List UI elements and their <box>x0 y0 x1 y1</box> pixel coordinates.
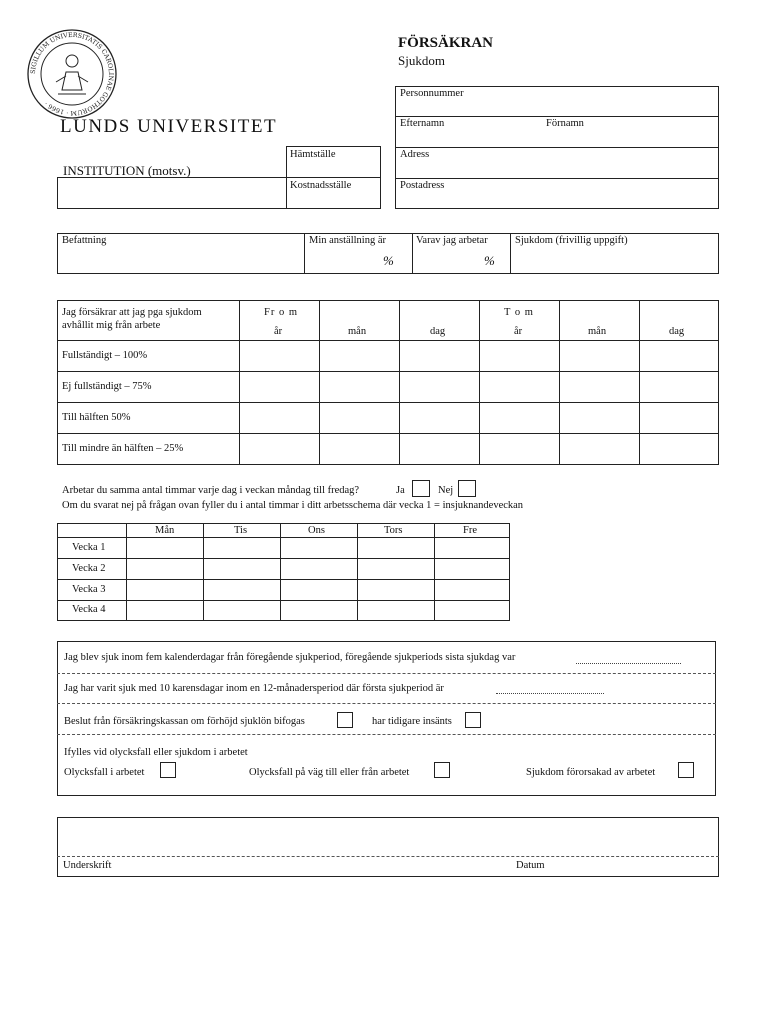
adress-field[interactable]: Adress <box>400 149 430 160</box>
institution-field[interactable] <box>57 177 287 209</box>
work-illness-label: Sjukdom förorsakad av arbetet <box>526 767 656 778</box>
karens-date-field[interactable] <box>496 693 604 694</box>
decision-attached-checkbox[interactable] <box>337 712 353 728</box>
personnummer-field[interactable]: Personnummer <box>400 88 464 99</box>
schedule-question: Arbetar du samma antal timmar varje dag i veckan måndag till fredag? <box>62 485 360 496</box>
tom-label: T o m <box>504 307 534 318</box>
signature-label: Underskrift <box>63 860 112 871</box>
week-4: Vecka 4 <box>72 604 106 615</box>
varav-field[interactable]: Varav jag arbetar <box>416 235 488 246</box>
postadress-field[interactable]: Postadress <box>400 180 445 191</box>
tom-day-label: dag <box>669 326 685 337</box>
university-name: LUNDS UNIVERSITET <box>60 116 278 137</box>
karens-question: Jag har varit sjuk med 10 karensdagar inom en 12-månadersperiod där första sjukperiod är <box>64 683 444 694</box>
absence-row-25: Till mindre än hälften – 25% <box>62 443 184 454</box>
tom-year-label: år <box>514 326 523 337</box>
svg-text:SIGILLUM UNIVERSITATIS CAROLIN <box>30 32 114 116</box>
absence-row-75: Ej fullständigt – 75% <box>62 381 152 392</box>
percent-sign-1: % <box>383 253 394 268</box>
day-thu: Tors <box>384 525 403 536</box>
commute-accident-checkbox[interactable] <box>434 762 450 778</box>
previously-sent-label: har tidigare insänts <box>372 716 452 727</box>
from-year-label: år <box>274 326 283 337</box>
institution-label: INSTITUTION (motsv.) <box>63 163 191 178</box>
nej-checkbox[interactable] <box>458 480 476 497</box>
schedule-instruction: Om du svarat nej på frågan ovan fyller du i antal timmar i ditt arbetsschema där vecka 1 = insjuknandeveckan <box>62 500 524 511</box>
signature-line[interactable] <box>57 856 719 857</box>
previously-sent-checkbox[interactable] <box>465 712 481 728</box>
work-accident-checkbox[interactable] <box>160 762 176 778</box>
week-3: Vecka 3 <box>72 584 106 595</box>
accident-heading: Ifylles vid olycksfall eller sjukdom i arbetet <box>64 747 248 758</box>
seal-icon <box>26 28 118 120</box>
form-subtitle: Sjukdom <box>398 53 445 68</box>
from-day-label: dag <box>430 326 446 337</box>
week-2: Vecka 2 <box>72 563 106 574</box>
absence-intro: Jag försäkrar att jag pga sjukdom avhållit mig från arbete <box>62 307 202 331</box>
kostnadsstalle-field[interactable]: Kostnadsställe <box>290 180 352 191</box>
sjukdom-field[interactable]: Sjukdom (frivillig uppgift) <box>515 235 628 246</box>
nej-label: Nej <box>438 485 454 496</box>
day-wed: Ons <box>308 525 325 536</box>
work-illness-checkbox[interactable] <box>678 762 694 778</box>
efternamn-field[interactable]: Efternamn <box>400 118 445 129</box>
form-title: FÖRSÄKRAN <box>398 35 494 51</box>
befattning-field[interactable]: Befattning <box>62 235 107 246</box>
absence-row-100: Fullständigt – 100% <box>62 350 148 361</box>
fornamn-field[interactable]: Förnamn <box>546 118 584 129</box>
anstallning-field[interactable]: Min anställning är <box>309 235 386 246</box>
week-1: Vecka 1 <box>72 542 106 553</box>
previous-sick-question: Jag blev sjuk inom fem kalenderdagar från föregående sjukperiod, föregående sjukperiods sista sjukdag var <box>64 652 516 663</box>
date-label: Datum <box>516 860 545 871</box>
percent-sign-2: % <box>484 253 495 268</box>
commute-accident-label: Olycksfall på väg till eller från arbetet <box>249 767 410 778</box>
from-label: Fr o m <box>264 307 299 318</box>
day-fri: Fre <box>463 525 477 536</box>
absence-row-50: Till hälften 50% <box>62 412 131 423</box>
ja-label: Ja <box>396 485 405 496</box>
hamtstalle-field[interactable]: Hämtställe <box>290 149 336 160</box>
work-accident-label: Olycksfall i arbetet <box>64 767 145 778</box>
signature-box <box>57 817 719 877</box>
day-mon: Mån <box>155 525 175 536</box>
tom-month-label: mån <box>588 326 607 337</box>
day-tue: Tis <box>234 525 248 536</box>
ja-checkbox[interactable] <box>412 480 430 497</box>
seal-text: SIGILLUM UNIVERSITATIS CAROLINAE GOTHORUM · 1666 · <box>29 31 115 117</box>
university-seal <box>26 28 118 120</box>
from-month-label: mån <box>348 326 367 337</box>
previous-sick-date-field[interactable] <box>576 663 681 664</box>
decision-question: Beslut från försäkringskassan om förhöjd sjuklön bifogas <box>64 716 305 727</box>
